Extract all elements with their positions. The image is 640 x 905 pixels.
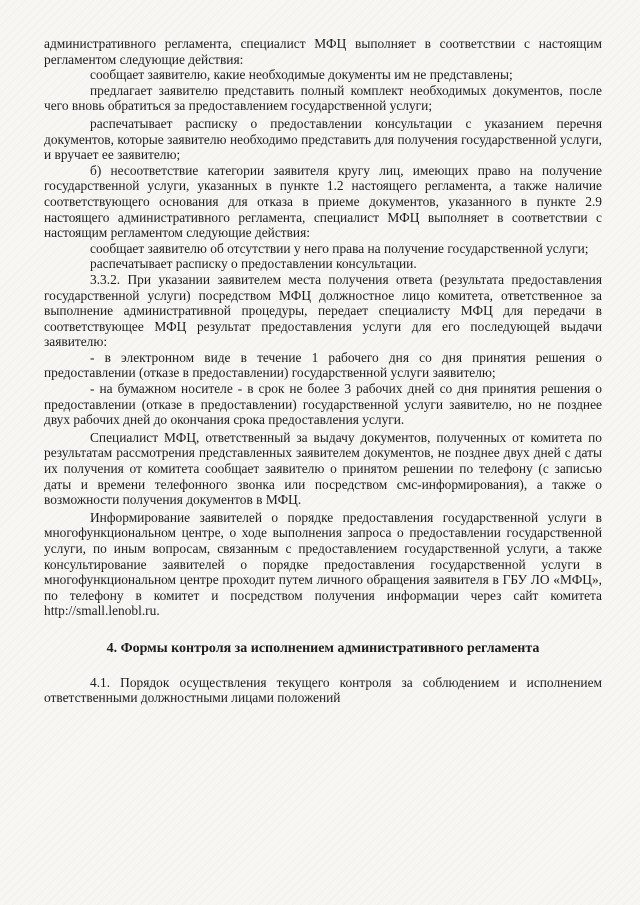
paragraph-3-3-2: 3.3.2. При указании заявителем места получения ответа (результата предоставления государственной услуги) посредством МФЦ должностное лицо комитета, ответственное за выполнение административной процедуры, передает специалисту МФЦ для передачи в соответствующее МФЦ результат предоставления услуги для его последующей выдачи заявителю: <box>44 271 602 350</box>
paragraph-item-b: б) несоответствие категории заявителя кругу лиц, имеющих право на получение государственной услуги, указанных в пункте 1.2 настоящего регламента, а также наличие соответствующего основания для отказа в приеме документов, указанного в пункте 2.9 настоящего административного регламента, специалист МФЦ выполняет в соответствии с настоящим регламентом следующие действия: <box>44 162 602 241</box>
paragraph-electronic: - в электронном виде в течение 1 рабочего дня со дня принятия решения о предоставлении (отказе в предоставлении) государственной услуги заявителю; <box>44 349 602 381</box>
paragraph-informing: Информирование заявителей о порядке предоставления государственной услуги в многофункциональном центре, о ходе выполнения запроса о предоставлении государственной услуги, по иным вопросам, связанным с предоставлением государственной услуги, а также консультирование заявителей о порядке предоставления государственной услуги в многофункциональном центре проходит путем личного обращения заявителя в ГБУ ЛО «МФЦ», по телефону в комитет и посредством получения информации через сайт комитета http://small.lenobl.ru. <box>44 509 602 619</box>
paragraph-intro: административного регламента, специалист МФЦ выполняет в соответствии с настоящим регламентом следующие действия: <box>44 36 602 67</box>
paragraph-action-2: предлагает заявителю представить полный комплект необходимых документов, после чего вновь обратиться за предоставлением государственной услуги; <box>44 82 602 114</box>
section-heading: 4. Формы контроля за исполнением административного регламента <box>106 640 540 656</box>
paragraph-action-1: сообщает заявителю, какие необходимые документы им не представлены; <box>90 67 513 83</box>
paragraph-paper: - на бумажном носителе - в срок не более 3 рабочих дней со дня принятия решения о предоставлении (отказе в предоставлении) государственной услуги заявителю, но не позднее двух рабочих дней до окончания срока предоставления услуги. <box>44 381 602 428</box>
paragraph-action-4: сообщает заявителю об отсутствии у него права на получение государственной услуги; <box>90 240 589 256</box>
paragraph-specialist: Специалист МФЦ, ответственный за выдачу документов, полученных от комитета по результатам рассмотрения представленных заявителем документов, не позднее двух дней с даты их получения от комитета сообщает заявителю о принятом решении по телефону (с записью даты и времени телефонного звонка или посредством смс-информирования), а также о возможности получения документов в МФЦ. <box>44 429 602 508</box>
paragraph-4-1: 4.1. Порядок осуществления текущего контроля за соблюдением и исполнением ответственными должностными лицами положений <box>44 674 602 706</box>
paragraph-action-5: распечатывает расписку о предоставлении консультации. <box>90 256 417 272</box>
paragraph-action-3: распечатывает расписку о предоставлении консультации с указанием перечня документов, которые заявителю необходимо представить для получения государственной услуги, и вручает ее заявителю; <box>44 115 602 163</box>
